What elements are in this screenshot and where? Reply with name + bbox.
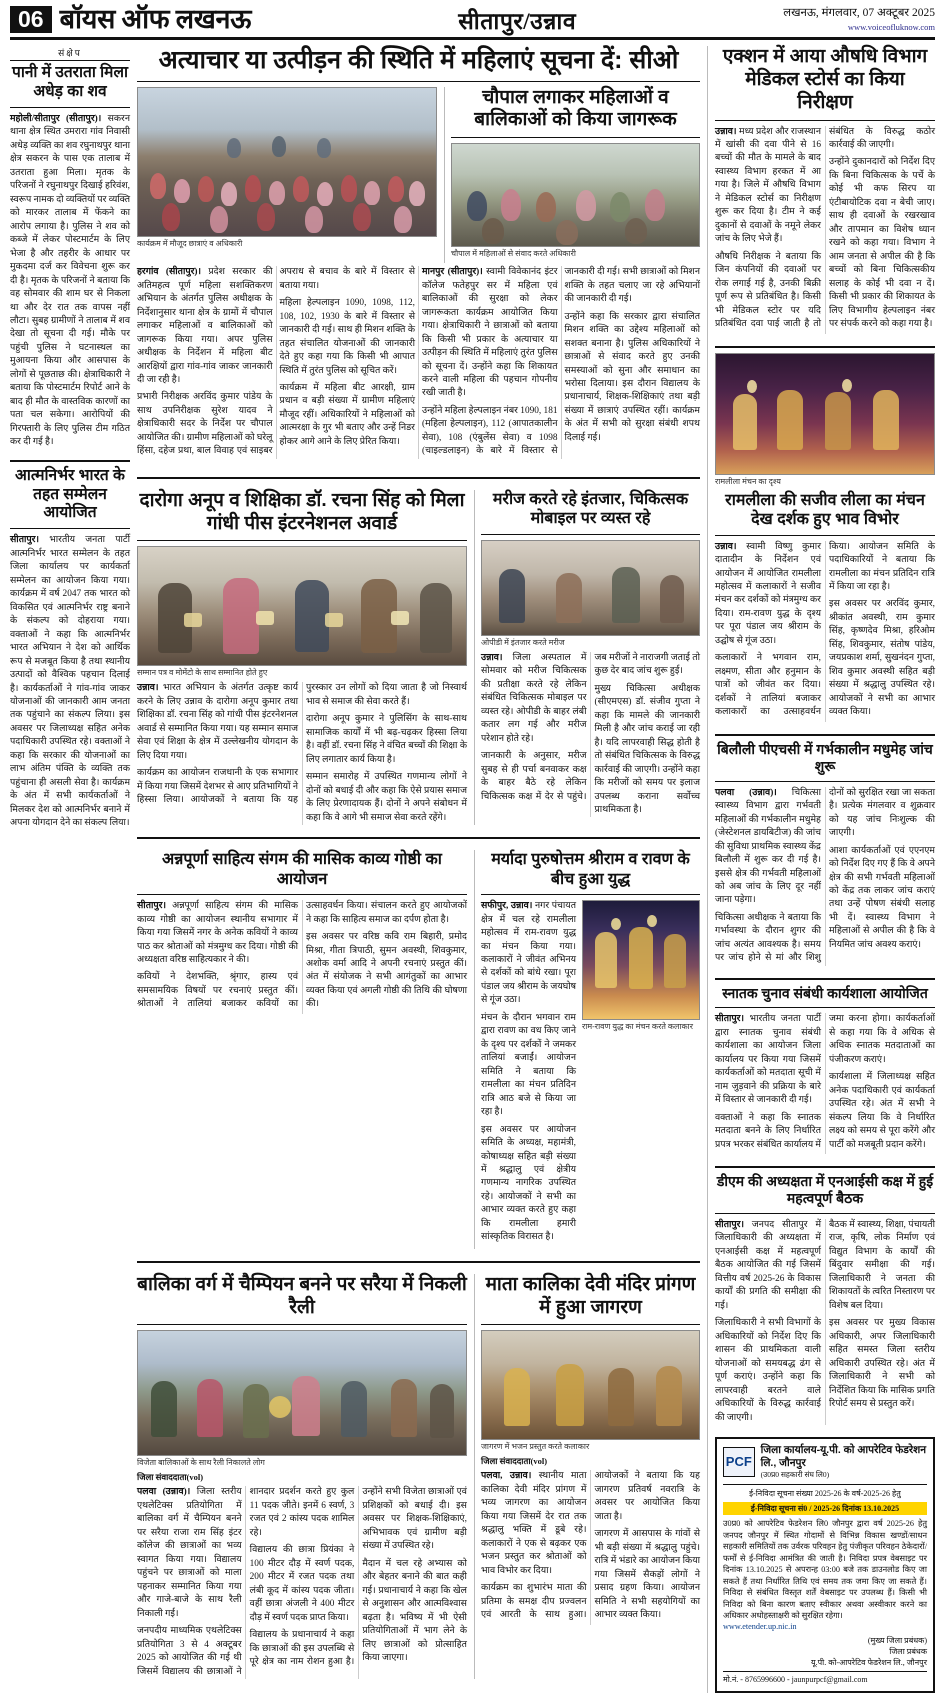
body-text: उन्होंने महिला हेल्पलाइन नंबर 1090, 181 (महिला हेल्पलाइन), 112 (आपातकालीन सेवा), 108 (एंबुलेंस सेवा) व 1098 (चाइल्डलाइन) के बारे में विस्तार से जानकारी दी गई। सभी छात्राओं को मिशन शक्ति के तहत चलाए जा रहे अभियानों की जानकारी दी गई। (422, 267, 700, 457)
article-ramleela (715, 353, 935, 722)
column-left (10, 46, 130, 1692)
article-row-awards (137, 490, 700, 825)
body-text: मध्य प्रदेश और राजस्थान में खांसी की दवा पीने से 16 बच्चों की मौत के मामले के बाद स्वास्थ्य विभाग हरकत में आ गया है। जिले में औषधि विभाग ने मेडिकल स्टोर्स का निरीक्षण शुरू कर दिया है। टीम ने कई दुकानों से दवाओं के नमूने लेकर जांच के लिए भेजे हैं। (715, 126, 821, 245)
advertisement-tender (715, 1437, 935, 1693)
figure-atyachar (137, 87, 437, 249)
headline-atmanirbhar: आत्मनिर्भर भारत के तहत सम्मेलन आयोजित (15, 466, 125, 522)
ad-sign-office: जिला प्रबंधक (889, 1646, 927, 1656)
body-text: भारतीय जनता पार्टी आत्मनिर्भर भारत सम्मेलन के तहत जिला कार्यालय पर कार्यकर्ता सम्मेलन का आयोजन किया गया। कार्यक्रम में वर्ष 2047 तक भारत को विकसित एवं आत्मनिर्भर राष्ट्र बनाने के संकल्प को दोहराया गया। वक्ताओं ने कहा कि आत्मनिर्भर भारत अभियान ने देश को आर्थिक रूप से मजबूत किया है तथा स्थानीय उत्पादों को वैश्विक पहचान दिलाई है। कार्यकर्ताओं ने गांव-गांव जाकर योजनाओं की जानकारी आम जनता तक पहुंचाने का संकल्प लिया। इस अवसर पर जिलाध्यक्ष सहित अनेक पदाधिकारी उपस्थित रहे। वक्ताओं ने कहा कि सरकार की योजनाओं का लाभ अंतिम पंक्ति के व्यक्ति तक पहुंचाना ही असली सेवा है। कार्यक्रम के अंत में सभी कार्यकर्ताओं ने मिलकर देश को आत्मनिर्भर बनाने में अपना योगदान देने का संकल्प लिया। (10, 535, 130, 829)
dateline: सीतापुर। (137, 901, 167, 912)
ad-sign-name: (मुख्य जिला प्रबंधक) (867, 1635, 927, 1645)
headline-bilhauli: बिलौली पीएचसी में गर्भकालीन मधुमेह जांच शुरू (717, 740, 933, 775)
article-body-kalika (481, 1470, 700, 1624)
article-body-mareez (481, 652, 700, 818)
body-text: इस अवसर पर वरिष्ठ कवि राम बिहारी, प्रमोद मिश्रा, गीता त्रिपाठी, सुमन अवस्थी, शिवकुमार, अशोक वर्मा आदि ने अपनी रचनाएं प्रस्तुत कीं। अंत में संयोजक ने सभी आगंतुकों का आभार व्यक्त किया एवं अगली गोष्ठी की तिथि की घोषणा की। (306, 932, 467, 1010)
headline-atyachar: अत्याचार या उत्पीड़न की स्थिति में महिलाएं सूचना दें: सीओ (158, 46, 679, 75)
ad-sign-dept: यू.पी. को-आपरेटिव फेडरेशन लि., जौनपुर (810, 1657, 927, 1667)
body-text: वक्ताओं ने कहा कि स्नातक मतदाता बनने के लिए निर्धारित प्रपत्र भरकर संबंधित कार्यालय में जमा करना होगा। कार्यकर्ताओं से कहा गया कि वे अधिक से अधिक स्नातक मतदाताओं का पंजीकरण कराएं। (715, 1014, 935, 1150)
dateline: उन्नाव। (481, 652, 503, 663)
page-grid (10, 46, 935, 1692)
article-body-ramleela (715, 541, 935, 722)
body-text: सम्मान समारोह में उपस्थित गणमान्य लोगों ने दोनों को बधाई दी और कहा कि ऐसे प्रयास समाज के लिए प्रेरणादायक हैं। दोनों ने अपने संबोधन में कहा कि वे आगे भी समाज सेवा करते रहेंगे। (306, 772, 467, 823)
photo-caption: राम-रावण युद्ध का मंचन करते कलाकार (582, 1022, 694, 1032)
headline-aushadhi: एक्शन में आया औषधि विभाग मेडिकल स्टोर्स का किया निरीक्षण (722, 46, 928, 113)
body-text: जनपदीय माध्यमिक एथलेटिक्स प्रतियोगिता 3 से 4 अक्टूबर 2025 को आयोजित की गई थी जिसमें विद्यालय की छात्राओं ने शानदार प्रदर्शन करते हुए कुल 11 पदक जीते। इनमें 6 स्वर्ण, 3 रजत एवं 2 कांस्य पदक शामिल रहे। (137, 1487, 355, 1677)
dateline: उन्नाव। (715, 541, 737, 552)
headline-snatak: स्नातक चुनाव संबंधी कार्यशाला आयोजित (722, 984, 928, 1001)
article-body-atyachar-chaupal (137, 266, 700, 459)
masthead (10, 6, 935, 40)
article-balika (137, 1274, 467, 1679)
body-text: जिलाधिकारी ने सभी विभागों के अधिकारियों को निर्देश दिए कि शासन की प्राथमिकता वाली योजनाओं को समयबद्ध ढंग से पूर्ण कराएं। उन्होंने कहा कि लापरवाही बरतने वाले अधिकारियों के विरुद्ध कार्रवाई की जाएगी। (715, 1318, 821, 1423)
body-text: चिकित्सा अधीक्षक ने बताया कि गर्भावस्था के दौरान शुगर की जांच अत्यंत आवश्यक है। समय पर जांच होने से मां और शिशु दोनों को सुरक्षित रखा जा सकता है। प्रत्येक मंगलवार व शुक्रवार को यह जांच निःशुल्क की जाएगी। (715, 787, 935, 964)
masthead-right (783, 6, 935, 33)
article-maryada (474, 850, 700, 1249)
dateline: सीतापुर। (715, 1219, 745, 1230)
article-snatak (715, 985, 935, 1154)
dateline: सफीपुर, उन्नाव। (481, 901, 533, 912)
body-text: कलाकारों ने भगवान राम, लक्ष्मण, सीता और हनुमान के पात्रों को जीवंत कर दिया। दर्शकों ने तालियां बजाकर कलाकारों का उत्साहवर्धन किया। आयोजन समिति के पदाधिकारियों ने बताया कि रामलीला का मंचन प्रतिदिन रात्रि में किया जा रहा है। (715, 541, 935, 718)
body-text: सकरन थाना क्षेत्र स्थित उमरारा गांव निवासी अधेड़ व्यक्ति का शव रघुनाथपुर थाना क्षेत्र सकरन के पास एक तालाब में उतराता हुआ मिला। मृतक के परिजनों ने रघुनाथपुर दिखाई हरिवंश, स्वरूप नामक दो व्यक्तियों पर व्यक्ति को मारकर तालाब में फेंकने का आरोप लगाया है। पुलिस ने शव को कब्जे में लेकर पोस्टमार्टम के लिए भेजा है और तहरीर के आधार पर मुकदमा दर्ज कर विवेचना शुरू कर दी है। मृतक के परिजनों ने बताया कि वह सोमवार की शाम घर से निकला था और देर रात तक वापस नहीं लौटा। सुबह ग्रामीणों ने तालाब में शव देखा तो सूचना दी गई। मौके पर पहुंची पुलिस ने घटनास्थल का मुआयना किया और आसपास के लोगों से पूछताछ की। क्षेत्राधिकारी ने बताया कि पोस्टमार्टम रिपोर्ट आने के बाद ही मौत के वास्तविक कारणों का पता चल सकेगा। आरोपियों की गिरफ्तारी के लिए पुलिस टीम गठित कर दी गई है। (10, 113, 130, 448)
headline-annapurna: अन्नपूर्णा साहित्य संगम की मासिक काव्य गोष्ठी का आयोजन (162, 851, 442, 888)
ad-notice-line: ई-निविदा सूचना संख्या 2025-26 के वर्ष-2025-26 हेतु (749, 1488, 901, 1498)
article-daroga (137, 490, 467, 825)
article-dm-meeting (715, 1173, 935, 1425)
article-body-balika (137, 1486, 467, 1679)
body-text: चिकित्सा स्वास्थ्य विभाग द्वारा गर्भवती महिलाओं की गर्भकालीन मधुमेह (जेस्टेशनल डायबिटीज) की जांच की सुविधा प्राथमिक स्वास्थ्य केंद्र बिलौली में शुरू कर दी गई है। इससे क्षेत्र की गर्भवती महिलाओं को अब जांच के लिए दूर नहीं जाना पड़ेगा। (715, 787, 821, 906)
photo-caption: ओपीडी में इंतजार करते मरीज (481, 637, 565, 647)
body-text: इस अवसर पर मुख्य विकास अधिकारी, अपर जिलाधिकारी सहित समस्त जिला स्तरीय अधिकारी उपस्थित रहे। अंत में जिलाधिकारी ने सभी को निर्देशित किया कि मासिक प्रगति रिपोर्ट समय से प्रस्तुत करें। (829, 1318, 935, 1410)
article-bilhauli (715, 741, 935, 966)
website-url[interactable]: www.voiceofluknow.com (847, 21, 935, 32)
figure-kalika (481, 1330, 700, 1452)
masthead-center (251, 10, 783, 33)
photo-rally-champions (137, 1330, 467, 1456)
body-text: कार्यक्रम का आयोजन राजधानी के एक सभागार में किया गया जिसमें देशभर से आए प्रतिभागियों ने हिस्सा लिया। आयोजकों ने बताया कि यह पुरस्कार उन लोगों को दिया जाता है जो निस्वार्थ भाव से समाज की सेवा करते हैं। (137, 683, 467, 806)
headline-maryada: मर्यादा पुरुषोत्तम श्रीराम व रावण के बीच हुआ युद्ध (491, 851, 690, 888)
body-text: जानकारी के अनुसार, मरीज सुबह से ही पर्चा बनवाकर कक्ष के बाहर बैठे रहे लेकिन चिकित्सक कक्ष में देर से पहुंचे। जब मरीजों ने नाराजगी जताई तो कुछ देर बाद जांच शुरू हुई। (481, 652, 700, 802)
ad-strip: ई-निविदा सूचना सं0 / 2025-26 दिनांक 13.10.2025 (723, 1502, 927, 1515)
body-text: मैदान में चल रहे अभ्यास को और बेहतर बनाने की बात कही गई। प्रधानाचार्य ने कहा कि खेल से अनुशासन और आत्मविश्वास बढ़ता है। भविष्य में भी ऐसी प्रतियोगिताओं में भाग लेने के लिए छात्राओं को प्रोत्साहित किया जाएगा। (362, 1558, 467, 1664)
body-text: कवियों ने देशभक्ति, श्रृंगार, हास्य एवं समसामयिक विषयों पर रचनाएं प्रस्तुत कीं। श्रोताओं ने तालियां बजाकर कवियों का उत्साहवर्धन किया। संचालन करते हुए आयोजकों ने कहा कि साहित्य समाज का दर्पण होता है। (137, 901, 467, 1010)
dateline: पलवा (उन्नाव)। (137, 1487, 191, 1498)
ad-subtitle: (उ0प्र0 सहकारी संघ लि0) (760, 1470, 830, 1480)
article-body-bilhauli (715, 787, 935, 966)
atyachar-sidecol (444, 87, 700, 264)
body-text: स्थानीय माता कालिका देवी मंदिर प्रांगण में भव्य जागरण का आयोजन किया गया जिसमें देर रात तक श्रद्धालु भक्ति में डूबे रहे। कलाकारों ने एक से बढ़कर एक भजन प्रस्तुत कर श्रोताओं को भाव विभोर कर दिया। (481, 1471, 587, 1576)
figure-ramleela (715, 353, 935, 487)
article-body-dm-meeting (715, 1219, 935, 1425)
ad-signature (723, 1636, 927, 1668)
dateline: मानपुर (सीतापुर)। (422, 267, 483, 278)
photo-award-ceremony (137, 546, 467, 666)
body-text: कार्यशाला में जिलाध्यक्ष सहित अनेक पदाधिकारी एवं कार्यकर्ता उपस्थित रहे। अंत में सभी ने संकल्प लिया कि वे निर्धारित लक्ष्य को समय से पूरा करेंगे और पार्टी को मजबूती प्रदान करेंगे। (829, 1072, 935, 1150)
figure-chaupal (451, 143, 700, 259)
headline-ramleela: रामलीला की सजीव लीला का मंचन देख दर्शक हुए भाव विभोर (725, 491, 925, 529)
article-body-snatak (715, 1013, 935, 1154)
photo-opd-waiting (481, 540, 700, 636)
body-text: उन्होंने कहा कि सरकार द्वारा संचालित मिशन शक्ति का उद्देश्य महिलाओं को सशक्त बनाना है। पुलिस अधिकारियों ने छात्राओं से संवाद करते हुए उनकी समस्याओं को सुना और समाधान का भरोसा दिलाया। इस दौरान विद्यालय के प्रधानाचार्य, शिक्षक-शिक्षिकाएं तथा बड़ी संख्या में छात्राएं उपस्थित रहीं। कार्यक्रम के अंत में सभी को सुरक्षा संबंधी शपथ दिलाई गई। (564, 311, 700, 443)
photo-ramleela-war (582, 900, 700, 1020)
pcf-logo: PCF (723, 1447, 755, 1477)
column-right (707, 46, 935, 1692)
body-text: औषधि निरीक्षक ने बताया कि जिन कंपनियों की दवाओं पर रोक लगाई गई है, उनकी बिक्री पूर्ण रूप से प्रतिबंधित है। किसी भी मेडिकल स्टोर पर यदि प्रतिबंधित दवा पाई जाती है तो संबंधित के विरुद्ध कठोर कार्रवाई की जाएगी। (715, 126, 935, 330)
headline-mareez: मरीज करते रहे इंतजार, चिकित्सक मोबाइल पर व्यस्त रहे (492, 490, 689, 528)
headline-chaupal: चौपाल लगाकर महिलाओं व बालिकाओं को किया जागरूक (474, 86, 677, 131)
body-text: बैठक में स्वास्थ्य, शिक्षा, पंचायती राज, कृषि, लोक निर्माण एवं विद्युत विभाग के कार्यों की बिंदुवार समीक्षा की गई। जिलाधिकारी ने जनता की शिकायतों के त्वरित निस्तारण पर विशेष बल दिया। (829, 1219, 935, 1311)
figure-daroga (137, 546, 467, 678)
column-middle (137, 46, 700, 1692)
body-text: कार्यक्रम का शुभारंभ माता की प्रतिमा के समक्ष दीप प्रज्वलन एवं आरती के साथ हुआ। आयोजकों ने बताया कि यह जागरण प्रतिवर्ष नवरात्रि के अवसर पर आयोजित किया जाता है। (481, 1471, 700, 1621)
body-text: नगर पंचायत क्षेत्र में चल रहे रामलीला महोत्सव में राम-रावण युद्ध का मंचन किया गया। कलाकारों ने जीवंत अभिनय से दर्शकों को बांधे रखा। पूरा पंडाल जय श्रीराम के जयघोष से गूंज उठा। (481, 901, 576, 1006)
body-text: भारत अभियान के अंतर्गत उत्कृष्ट कार्य करने के लिए उन्नाव के दारोगा अनूप कुमार तथा शिक्षिका डॉ. रचना सिंह को गांधी पीस इंटरनेशनल अवार्ड से सम्मानित किया गया। यह सम्मान समाज सेवा एवं शिक्षा के क्षेत्र में उल्लेखनीय योगदान के लिए दिया गया। (137, 683, 298, 761)
body-text: प्रभारी निरीक्षक अरविंद कुमार पांडेय के साथ उपनिरीक्षक सुरेश यादव ने क्षेत्राधिकारी सदर के निर्देश पर चौपाल आयोजित की। ग्रामीण महिलाओं को घरेलू हिंसा, दहेज प्रथा, बाल विवाह एवं साइबर अपराध से बचाव के बारे में विस्तार से बताया गया। (137, 267, 415, 457)
body-text: इस अवसर पर आयोजन समिति के अध्यक्ष, महामंत्री, कोषाध्यक्ष सहित बड़ी संख्या में श्रद्धालु एवं क्षेत्रीय गणमान्य नागरिक उपस्थित रहे। आयोजकों ने सभी का आभार व्यक्त करते हुए कहा कि रामलीला हमारी सांस्कृतिक विरासत है। (481, 1124, 576, 1243)
body-text: प्रदेश सरकार की अतिमहत्व पूर्ण महिला सशक्तिकरण अभियान के अंतर्गत पुलिस अधीक्षक के निर्देशानुसार थाना क्षेत्र के ग्रामों में चौपाल लगाकर महिलाओं व बालिकाओं को जागरूक किया गया। अपर पुलिस अधीक्षक के निर्देशन में महिला बीट आरक्षियों द्वारा गांव-गांव जाकर जानकारी दी जा रही है। (137, 267, 273, 385)
headline-balika: बालिका वर्ग में चैम्पियन बनने पर सरैया में निकली रैली (137, 1273, 467, 1318)
edition-name: सीतापुर/उन्नाव (458, 9, 577, 35)
body-text: मुख्य चिकित्सा अधीक्षक (सीएमएस) डॉ. संजीव गुप्ता ने कहा कि मामले की जानकारी मिली है और जांच कराई जा रही है। यदि लापरवाही सिद्ध होती है तो संबंधित चिकित्सक के विरुद्ध कार्रवाई की जाएगी। उन्होंने कहा कि मरीजों को समय पर इलाज उपलब्ध कराना सर्वोच्च प्राथमिकता है। (594, 683, 700, 815)
body-text: जिला स्तरीय एथलेटिक्स प्रतियोगिता में बालिका वर्ग में चैम्पियन बनने पर सरैया राजा राम सिंह इंटर कॉलेज की छात्राओं का भव्य स्वागत किया गया। विद्यालय पहुंचने पर छात्राओं को माला पहनाकर सम्मानित किया गया और गाजे-बाजे के साथ रैली निकाली गई। (137, 1487, 242, 1619)
brief-kicker: संक्षेप (10, 46, 130, 61)
article-aushadhi (715, 46, 935, 333)
ad-contact: मो.नं. - 8765996600 - jaunpurpcf@gmail.com (723, 1671, 927, 1685)
ad-website[interactable]: www.etender.up.nic.in (723, 1622, 797, 1632)
body-text: आशा कार्यकर्ताओं एवं एएनएम को निर्देश दिए गए हैं कि वे अपने क्षेत्र की सभी गर्भवती महिलाओं को केंद्र तक लाकर जांच कराएं तथा उन्हें पोषण संबंधी सलाह भी दें। स्वास्थ्य विभाग ने महिलाओं से अपील की है कि वे नियमित जांच अवश्य कराएं। (829, 845, 935, 950)
body-text: स्वामी विष्णु कुमार दातादीन के निर्देशन एवं आयोजन में आयोजित रामलीला महोत्सव में कलाकारों ने सजीव मंचन कर दर्शकों को मंत्रमुग्ध कर दिया। राम-रावण युद्ध के दृश्य पर पूरा पंडाल जय श्रीराम के उद्घोष से गूंज उठा। (715, 541, 822, 646)
body-text: विद्यालय के प्रधानाचार्य ने कहा कि छात्राओं की इस उपलब्धि से पूरे क्षेत्र का नाम रोशन हुआ है। उन्होंने सभी विजेता छात्राओं एवं प्रशिक्षकों को बधाई दी। इस अवसर पर शिक्षक-शिक्षिकाएं, अभिभावक एवं ग्रामीण बड़ी संख्या में उपस्थित रहे। (249, 1487, 467, 1668)
body-text: अन्नपूर्णा साहित्य संगम की मासिक काव्य गोष्ठी का आयोजन स्थानीय सभागार में किया गया जिसमें नगर के अनेक कवियों ने काव्य पाठ कर श्रोताओं को मंत्रमुग्ध कर दिया। गोष्ठी की अध्यक्षता वरिष्ठ साहित्यकार ने की। (137, 901, 298, 965)
photo-caption: चौपाल में महिलाओं से संवाद करते अधिकारी (451, 249, 576, 259)
body-text: महिला हेल्पलाइन 1090, 1098, 112, 108, 102, 1930 के बारे में विस्तार से जानकारी दी गई। साथ ही मिशन शक्ति के तहत संचालित योजनाओं की जानकारी देते हुए कहा गया कि किसी भी आपात स्थिति में तुरंत पुलिस को सूचित करें। (279, 298, 415, 376)
photo-jagran (481, 1330, 700, 1440)
dateline: पलवा, उन्नाव। (481, 1471, 532, 1482)
body-text: इस अवसर पर अरविंद कुमार, श्रीकांत अवस्थी, राम कुमार सिंह, कृष्णदेव मिश्रा, हरिओम सिंह, शिवकुमार, संतोष पांडेय, जयप्रकाश शर्मा, सुखनंदन गुप्ता, शिव कुमार अवस्थी सहित बड़ी संख्या में श्रद्धालु उपस्थित रहे। आयोजकों ने सभी का आभार व्यक्त किया। (829, 599, 935, 718)
figure-balika (137, 1330, 467, 1468)
article-body-lead-brief (10, 113, 130, 454)
paper-name: बॉयस ऑफ लखनऊ (59, 4, 252, 35)
photo-caption: जागरण में भजन प्रस्तुत करते कलाकार (481, 1442, 590, 1452)
article-row-bottom (137, 1274, 700, 1679)
headline-lead-brief: पानी में उतराता मिला अधेड़ का शव (12, 64, 128, 101)
body-text: स्वामी विवेकानंद इंटर कॉलेज फतेहपुर सर में महिला एवं बालिकाओं की सुरक्षा को लेकर जागरूकता कार्यक्रम आयोजित किया गया। क्षेत्राधिकारी ने छात्राओं को बताया कि किसी भी प्रकार के अत्याचार या उत्पीड़न की स्थिति में महिलाएं तुरंत पुलिस को सूचना दें। उन्होंने कहा कि शिकायत करने वाली महिला की पहचान गोपनीय रखी जाती है। (422, 267, 558, 399)
article-mareez (474, 490, 700, 825)
dateline: सीतापुर। (715, 1014, 745, 1025)
photo-caption: सम्मान पत्र व मोमेंटो के साथ सम्मानित होते हुए (137, 668, 268, 678)
article-body-maryada (481, 900, 576, 1249)
article-annapurna (137, 850, 467, 1249)
body-text: भारतीय जनता पार्टी द्वारा स्नातक चुनाव संबंधी कार्यशाला का आयोजन जिला कार्यालय पर किया गया जिसमें कार्यकर्ताओं को मतदाता सूची में नाम जुड़वाने की प्रक्रिया के बारे में विस्तार से जानकारी दी गई। (715, 1014, 821, 1106)
photo-crowd-students (137, 87, 437, 237)
article-body-aushadhi (715, 126, 935, 334)
body-text: कार्यक्रम में महिला बीट आरक्षी, ग्राम प्रधान व बड़ी संख्या में ग्रामीण महिलाएं मौजूद रहीं। अधिकारियों ने महिलाओं को आत्मरक्षा के गुर भी बताए और उन्हें निडर होकर आगे आने के लिए प्रेरित किया। (279, 382, 415, 447)
ad-header (723, 1444, 927, 1485)
headline-dm-meeting: डीएम की अध्यक्षता में एनआईसी कक्ष में हुई महत्वपूर्ण बैठक (716, 1172, 934, 1207)
byline: जिला संवाददाता(vol) (137, 1472, 204, 1483)
dateline: सीतापुर। (10, 535, 40, 546)
page-number: 06 (10, 6, 52, 33)
article-body-annapurna (137, 900, 467, 1014)
ad-title: जिला कार्यालय-यू.पी. को आपरेटिव फेडरेशन लि., जौनपुर (760, 1444, 927, 1470)
dateline: महोली/सीतापुर (सीतापुर)। (10, 113, 102, 124)
body-text: दारोगा अनूप कुमार ने पुलिसिंग के साथ-साथ सामाजिक कार्यों में भी बढ़-चढ़कर हिस्सा लिया है। वहीं डॉ. रचना सिंह ने वंचित बच्चों की शिक्षा के लिए लगातार कार्य किया है। (306, 714, 467, 765)
dateline: उन्नाव। (715, 126, 737, 137)
photo-caption: रामलीला मंचन का दृश्य (715, 476, 781, 486)
photo-ramleela-stage (715, 353, 935, 475)
dateline: उन्नाव। (137, 683, 159, 694)
dateline: पलवा (उन्नाव)। (715, 787, 777, 798)
photo-caption: कार्यक्रम में मौजूद छात्राएं व अधिकारी (137, 238, 243, 248)
body-text: जागरण में आसपास के गांवों से भी बड़ी संख्या में श्रद्धालु पहुंचे। रात्रि में भंडारे का आयोजन किया गया जिसमें सैकड़ों लोगों ने प्रसाद ग्रहण किया। आयोजन समिति ने सभी सहयोगियों का आभार व्यक्त किया। (594, 1529, 700, 1621)
place-date: लखनऊ, मंगलवार, 07 अक्टूबर 2025 (783, 7, 935, 20)
article-atyachar (137, 46, 700, 459)
body-text: विद्यालय की छात्रा प्रियंका ने 100 मीटर दौड़ में स्वर्ण पदक, 200 मीटर में रजत पदक तथा लंबी कूद में कांस्य पदक जीता। वहीं छात्रा अंजली ने 400 मीटर दौड़ में स्वर्ण पदक प्राप्त किया। (249, 1545, 355, 1623)
article-row-culture (137, 850, 700, 1249)
body-text: मंचन के दौरान भगवान राम द्वारा रावण का वध किए जाने के दृश्य पर दर्शकों ने जमकर तालियां बजाईं। आयोजन समिति ने बताया कि रामलीला का मंचन प्रतिदिन रात्रि आठ बजे से किया जा रहा है। (481, 1012, 576, 1118)
headline-daroga: दारोगा अनूप व शिक्षिका डॉ. रचना सिंह को मिला गांधी पीस इंटरनेशनल अवार्ड (139, 489, 465, 534)
article-kalika (474, 1274, 700, 1679)
body-text: जनपद सीतापुर में जिलाधिकारी की अध्यक्षता में एनआईसी कक्ष में महत्वपूर्ण बैठक आयोजित की गई जिसमें वित्तीय वर्ष 2025-26 के विकास कार्यों की प्रगति की समीक्षा की गई। (715, 1219, 821, 1311)
ad-body: उ0प्र0 को आपरेटिव फेडरेशन लि0 जौनपुर द्वारा वर्ष 2025-26 हेतु जनपद जौनपुर में स्थित गोदामों से विभिन्न विकास खण्डों/साधन सहकारी समितियों तक उर्वरक परिवहन हेतु पंजीकृत परिवहन ठेकेदारों/फर्मों से ई-निविदा आमंत्रित की जाती है। निविदा प्रपत्र वेबसाइट पर दिनांक 13.10.2025 से अपरान्ह 03:00 बजे तक डाउनलोड किए जा सकते हैं तथा निर्धारित तिथि एवं समय तक जमा किए जा सकते हैं। निविदा से संबंधित विस्तृत शर्तें वेबसाइट पर उपलब्ध हैं। किसी भी निविदा को बिना कारण बताए स्वीकार अथवा अस्वीकार करने का अधिकार अधोहस्ताक्षरी को सुरक्षित रहेगा। (723, 1519, 927, 1620)
article-body-daroga (137, 682, 467, 825)
photo-caption: विजेता बालिकाओं के साथ रैली निकालते लोग (137, 1458, 265, 1468)
article-body-atmanirbhar (10, 534, 130, 834)
figure-maryada (582, 900, 700, 1032)
byline: जिला संवाददाता(vol) (481, 1456, 548, 1467)
dateline: हरगांव (सीतापुर)। (137, 267, 202, 278)
body-text: जिला अस्पताल में सोमवार को मरीज चिकित्सक की प्रतीक्षा करते रहे लेकिन संबंधित चिकित्सक मोबाइल पर व्यस्त रहे। ओपीडी के बाहर लंबी कतार लग गई और मरीज परेशान होते रहे। (481, 652, 587, 744)
body-text: उन्होंने दुकानदारों को निर्देश दिए कि बिना चिकित्सक के पर्चे के कोई भी कफ सिरप या एंटीबायोटिक दवा न बेची जाए। साथ ही दवाओं के रखरखाव और तापमान का विशेष ध्यान रखने को कहा गया। विभाग ने आम जनता से अपील की है कि बच्चों को बिना चिकित्सकीय सलाह के कोई भी दवा न दें। किसी भी प्रकार की शिकायत के लिए विभागीय हेल्पलाइन नंबर पर संपर्क करने को कहा गया है। (829, 157, 935, 330)
headline-kalika: माता कालिका देवी मंदिर प्रांगण में हुआ जागरण (485, 1273, 696, 1318)
figure-mareez (481, 540, 700, 648)
photo-chaupal-meeting (451, 143, 700, 247)
